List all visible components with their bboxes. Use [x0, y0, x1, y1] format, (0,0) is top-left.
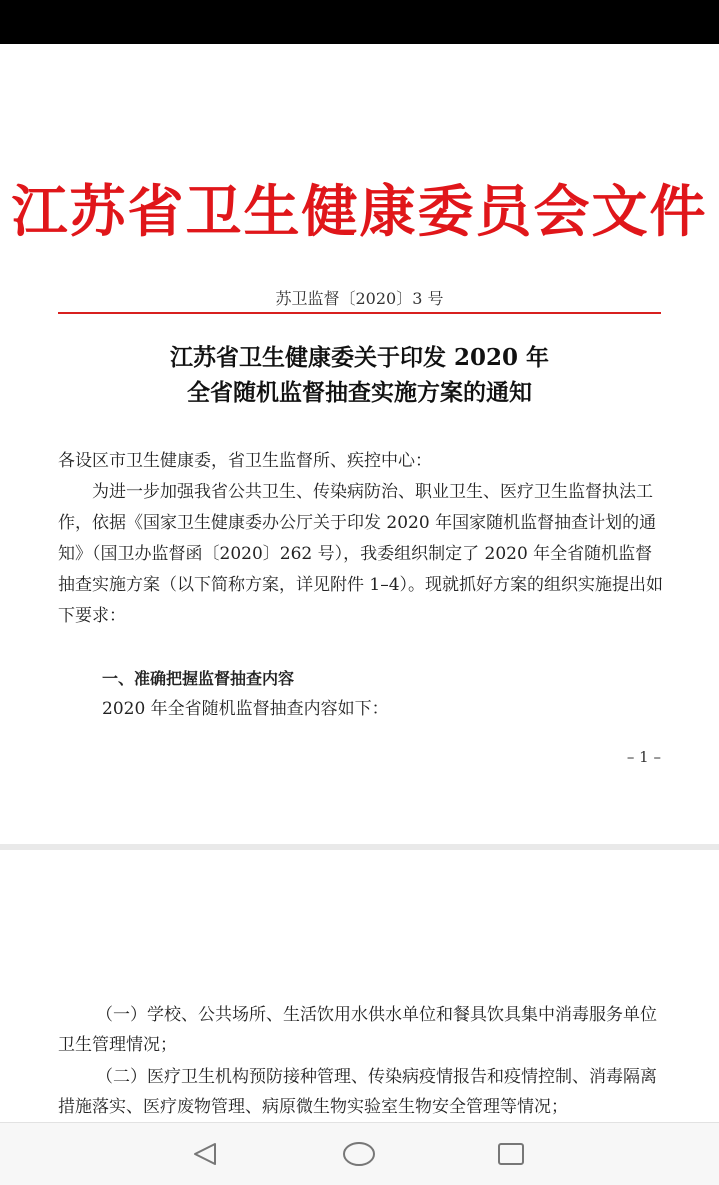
section-heading-1: 一、准确把握监督抽查内容 [102, 669, 295, 688]
paragraph-intro: 为进一步加强我省公共卫生、传染病防治、职业卫生、医疗卫生监督执法工作，依据《国家卫生健康委办公厅关于印发 2020 年国家随机监督抽查计划的通知》（国卫办监督函〔2020〕262 号），我委组织制定了 2020 年全省随机监督抽查实施方案（以下简称方案，详见附件 1–4）。现就抓好方案的组织实施提出如下要求： [58, 482, 664, 626]
red-divider [58, 312, 661, 314]
paragraph-content-intro: 2020 年全省随机监督抽查内容如下： [102, 699, 389, 719]
back-triangle-icon [190, 1141, 220, 1167]
document-header-title: 江苏省卫生健康委员会文件 [11, 179, 708, 245]
recent-apps-button[interactable] [489, 1139, 533, 1169]
notice-title-line-2: 全省随机监督抽查实施方案的通知 [187, 379, 532, 406]
system-navigation-bar [0, 1122, 719, 1185]
document-viewer[interactable] [0, 44, 719, 1122]
salutation: 各设区市卫生健康委，省卫生监督所、疾控中心： [58, 451, 432, 471]
home-button[interactable] [337, 1139, 381, 1169]
back-button[interactable] [183, 1139, 227, 1169]
home-circle-icon [342, 1141, 376, 1167]
list-item: （一）学校、公共场所、生活饮用水供水单位和餐具饮具集中消毒服务单位卫生管理情况； [58, 1005, 657, 1055]
document-page-2 [0, 850, 719, 1150]
notice-title-line-1: 江苏省卫生健康委关于印发 2020 年 [169, 344, 550, 371]
list-item: （二）医疗卫生机构预防接种管理、传染病疫情报告和疫情控制、消毒隔离措施落实、医疗废物管理、病原微生物实验室生物安全管理等情况； [58, 1067, 657, 1117]
page-number: – 1 – [626, 748, 661, 766]
status-bar [0, 0, 719, 44]
document-page-1 [0, 44, 719, 844]
notice-title [0, 340, 719, 410]
document-number: 苏卫监督〔2020〕3 号 [275, 289, 444, 308]
recents-square-icon [496, 1141, 526, 1167]
